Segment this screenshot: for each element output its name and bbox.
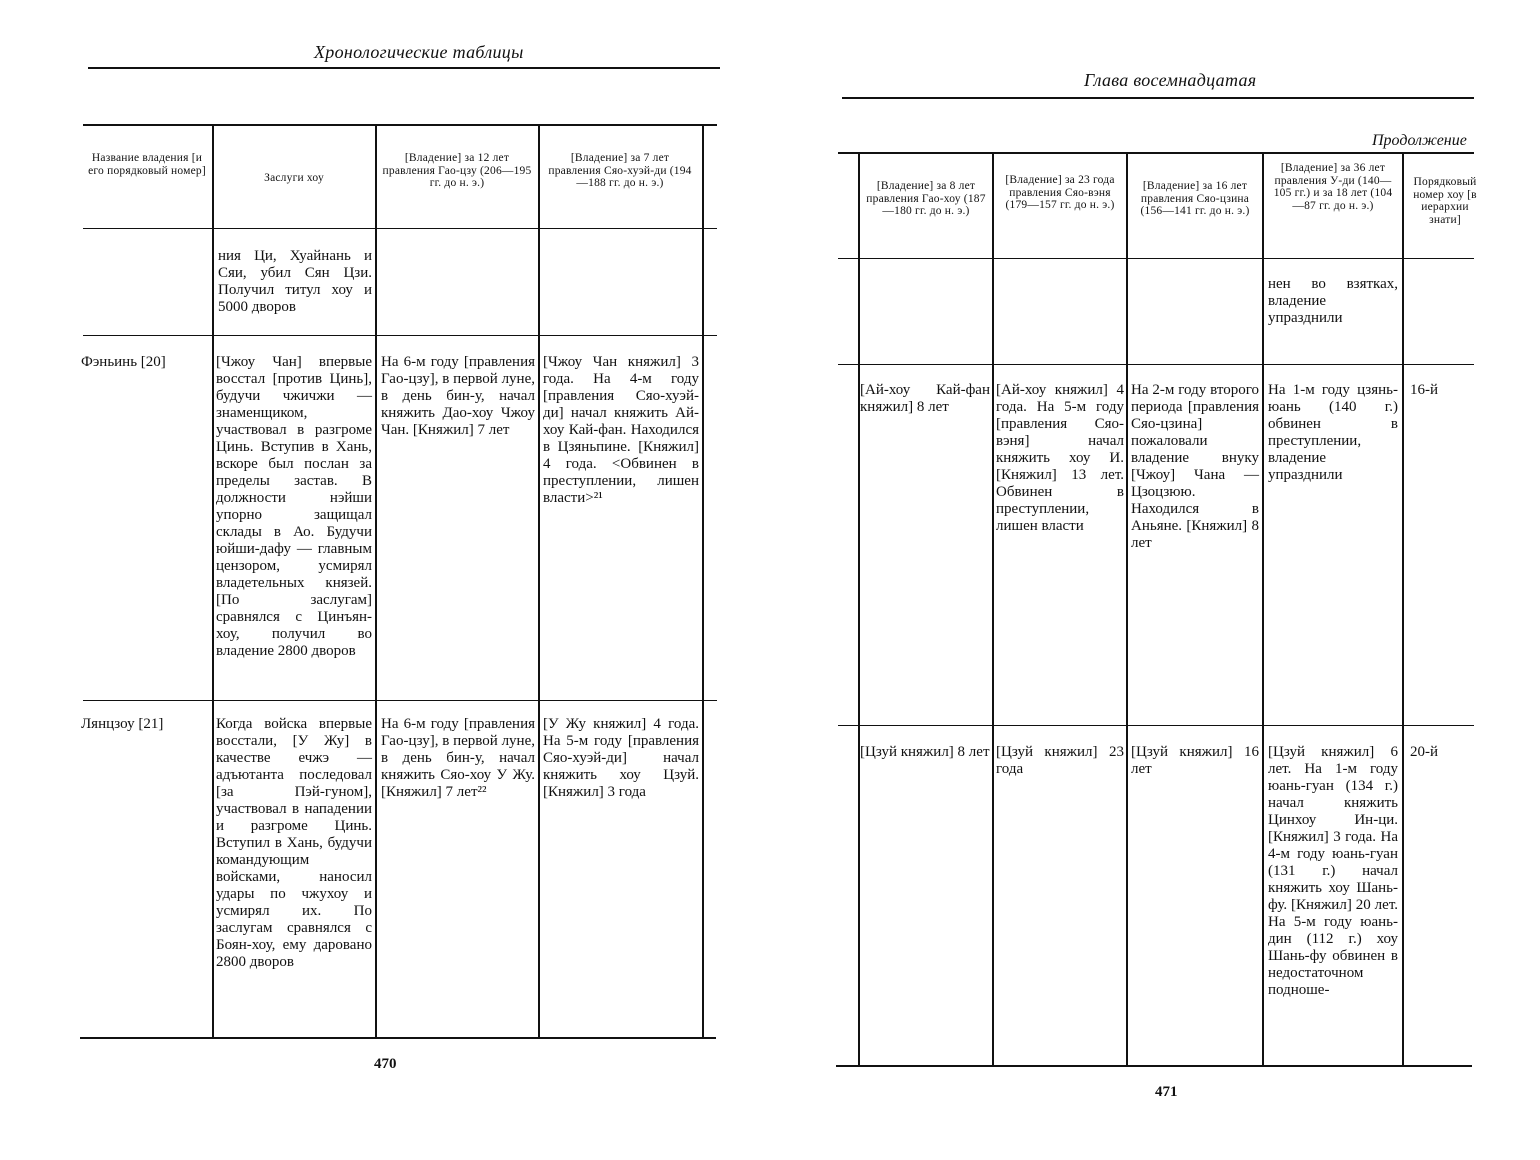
column-divider	[538, 124, 540, 1037]
xiaojing-cell: [Цзуй княжил] 16 лет	[1131, 744, 1259, 777]
row-separator	[83, 335, 717, 336]
gaozu-cell: На 6-м году [правления Гао-цзу], в первой луне, в день бин-у, начал княжить Сяо-хоу У Жу. [Княжил] 7 лет²²	[381, 716, 535, 800]
gaohou-cell: [Цзуй княжил] 8 лет	[860, 744, 990, 760]
row-separator	[83, 700, 717, 701]
rank-cell: 16-й	[1410, 382, 1439, 398]
table-top-rule	[83, 124, 717, 126]
header-bottom-rule	[838, 258, 1474, 259]
header-huidi: [Владение] за 7 лет правления Сяо-хуэй-ди (194—188 гг. до н. э.)	[548, 152, 692, 189]
row-separator	[838, 725, 1474, 726]
column-divider	[1262, 152, 1264, 1065]
header-bottom-rule	[83, 228, 717, 229]
header-gaohou: [Владение] за 8 лет правления Гао-хоу (187—180 гг. до н. э.)	[866, 180, 986, 217]
xiaowen-cell: [Ай-хоу княжил] 4 года. На 5-м году [правления Сяо-вэня] начал княжить хоу И. [Княжил] 13 лет. Обвинен в преступлении, лишен власти	[996, 382, 1124, 534]
column-divider	[1402, 152, 1404, 1065]
xiaowen-cell: [Цзуй княжил] 23 года	[996, 744, 1124, 777]
header-gaozu: [Владение] за 12 лет правления Гао-цзу (206—195 гг. до н. э.)	[382, 152, 532, 189]
header-holding-name: Название владения [и его порядковый номер]	[88, 152, 206, 177]
column-divider	[702, 124, 704, 1037]
merit-cell: Когда войска впервые восстали, [У Жу] в качестве ечжэ — адъютанта последовал [за Пэй-гуном], участвовал в нападении и разгроме Цинь. Вступил в Хань, будучи командующим войсками, наносил удары по чжухоу и усмирял их. По заслугам сравнялся с Боян-хоу, ему даровано 2800 дворов	[216, 716, 372, 970]
column-divider	[1126, 152, 1128, 1065]
huidi-cell: [У Жу княжил] 4 года. На 5-м году [правления Сяо-хуэй-ди] начал княжить хоу Цзуй. [Княжил] 3 года	[543, 716, 699, 800]
header-xiaowen: [Владение] за 23 года правления Сяо-вэня (179—157 гг. до н. э.)	[1005, 174, 1115, 211]
gaohou-cell: [Ай-хоу Кай-фан княжил] 8 лет	[860, 382, 990, 415]
gaozu-cell: На 6-м году [правления Гао-цзу], в первой луне, в день бин-у, начал княжить Дао-хоу Чжоу Чан. [Княжил] 7 лет	[381, 354, 535, 438]
continuation-label: Продолжение	[1372, 132, 1467, 149]
holding-name: Лянцзоу [21]	[81, 716, 164, 732]
rank-cell: 20-й	[1410, 744, 1439, 760]
huidi-cell: [Чжоу Чан княжил] 3 года. На 4-м году [правления Сяо-хуэй-ди] начал княжить Ай-хоу Кай-фан. Находился в Цзяньпине. [Княжил] 4 года. <Обвинен в преступлении, лишен власти>²¹	[543, 354, 699, 506]
right-page	[770, 0, 1540, 1160]
column-divider	[858, 152, 860, 1065]
running-head-left: Хронологические таблицы	[314, 42, 524, 62]
header-xiaojing: [Владение] за 16 лет правления Сяо-цзина (156—141 гг. до н. э.)	[1140, 180, 1250, 217]
wudi-cell: На 1-м году цзянь-юань (140 г.) обвинен в преступлении, владение упразднили	[1268, 382, 1398, 483]
table-bottom-rule	[80, 1037, 716, 1039]
column-divider	[375, 124, 377, 1037]
merit-cell: ния Ци, Хуайнань и Сяи, убил Сян Цзи. Получил титул хоу и 5000 дворов	[218, 248, 372, 315]
holding-name: Фэньинь [20]	[81, 354, 166, 370]
merit-cell: [Чжоу Чан] впервые восстал [против Цинь], будучи чжичжи — знаменщиком, участвовал в разгроме Цинь. Вступив в Хань, вскоре был послан за пределы застав. В должности нэйши упорно защищал склады в Ао. Будучи юйши-дафу — главным цензором, усмирял владетельных князей. [По заслугам] сравнялся с Цинъян-хоу, получил во владение 2800 дворов	[216, 354, 372, 659]
page-number-left: 470	[374, 1056, 397, 1072]
column-divider	[992, 152, 994, 1065]
page-number-right: 471	[1155, 1084, 1178, 1100]
column-divider	[212, 124, 214, 1037]
table-top-rule	[838, 152, 1474, 154]
table-bottom-rule	[836, 1065, 1472, 1067]
wudi-cell: нен во взятках, владение упразднили	[1268, 276, 1398, 326]
wudi-cell: [Цзуй княжил] 6 лет. На 1-м году юань-гуан (134 г.) начал княжить Цинхоу Ин-ци. [Княжил] 3 года. На 4-м году юань-гуан (131 г.) начал княжить хоу Шань-фу. [Княжил] 20 лет. На 5-м году юань-дин (112 г.) хоу Шань-фу обвинен в недостаточном подноше-	[1268, 744, 1398, 998]
header-wudi: [Владение] за 36 лет правления У-ди (140—105 гг.) и за 18 лет (104—87 гг. до н. э.)	[1273, 162, 1393, 212]
xiaojing-cell: На 2-м году второго периода [правления Сяо-цзина] пожаловали владение внуку [Чжоу] Чана — Цзоцзюю. Находился в Аньяне. [Княжил] 8 лет	[1131, 382, 1259, 551]
head-rule	[842, 97, 1474, 99]
running-head-right: Глава восемнадцатая	[1084, 70, 1257, 90]
row-separator	[838, 364, 1474, 365]
header-merits: Заслуги хоу	[264, 172, 324, 184]
header-rank: Порядковый номер хоу [в иерархии знати]	[1413, 176, 1477, 226]
head-rule	[88, 67, 720, 69]
